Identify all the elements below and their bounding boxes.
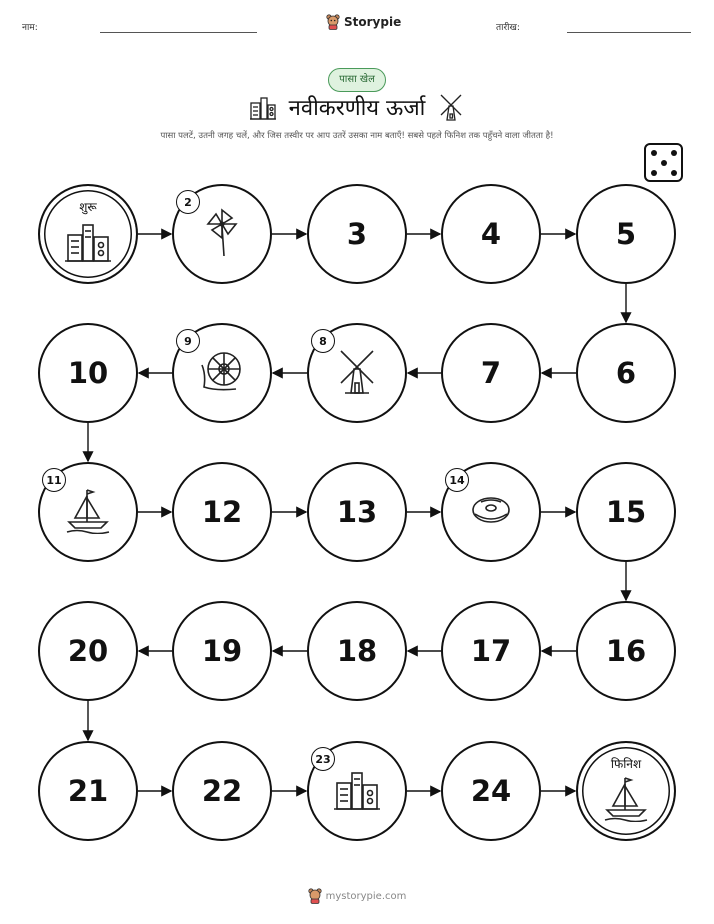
donut-icon <box>469 492 513 532</box>
date-line[interactable] <box>567 32 691 33</box>
name-line[interactable] <box>100 32 257 33</box>
board-space-12 <box>172 462 272 562</box>
windmill-icon <box>333 345 381 401</box>
name-label: नाम: <box>22 23 38 33</box>
board-space-6 <box>576 323 676 423</box>
space-number: 3 <box>346 217 368 251</box>
footer <box>0 888 714 904</box>
board-space-8 <box>307 323 407 423</box>
space-number: 23 <box>311 747 335 771</box>
game-type-badge: पासा खेल <box>328 68 386 92</box>
space-number: 16 <box>605 634 647 668</box>
sailboat-icon <box>65 486 111 538</box>
board-space-15 <box>576 462 676 562</box>
page-title: नवीकरणीय ऊर्जा <box>288 96 426 121</box>
space-number: 9 <box>176 329 200 353</box>
space-number: 18 <box>336 634 378 668</box>
space-number: 13 <box>336 495 378 529</box>
space-number: 2 <box>176 190 200 214</box>
board-space-13 <box>307 462 407 562</box>
board-space-14 <box>441 462 541 562</box>
space-number: 8 <box>311 329 335 353</box>
board-space-22 <box>172 741 272 841</box>
space-number: 15 <box>605 495 647 529</box>
board-space-17 <box>441 601 541 701</box>
title-row <box>0 92 714 122</box>
board-space-2 <box>172 184 272 284</box>
factory-icon <box>333 765 381 817</box>
brand-logo <box>326 14 401 30</box>
footer-url[interactable]: mystorypie.com <box>325 890 407 902</box>
space-number: 6 <box>615 356 637 390</box>
bear-mascot-icon <box>308 888 322 904</box>
water-wheel-icon <box>196 345 248 401</box>
board-space-19 <box>172 601 272 701</box>
finish-label: फिनिश <box>610 757 642 771</box>
space-number: 19 <box>201 634 243 668</box>
board-space-24 <box>441 741 541 841</box>
board-space-3 <box>307 184 407 284</box>
windmill-icon <box>437 92 465 122</box>
board-space-5 <box>576 184 676 284</box>
finish-space <box>576 741 676 841</box>
space-number: 10 <box>67 356 109 390</box>
board-space-11 <box>38 462 138 562</box>
space-number: 21 <box>67 774 109 808</box>
space-number: 4 <box>480 217 502 251</box>
board-space-23 <box>307 741 407 841</box>
space-number: 17 <box>470 634 512 668</box>
instructions: पासा पलटें, उतनी जगह चलें, और जिस तस्वीर पर आप उतरें उसका नाम बताएँ! सबसे पहले फिनिश तक पहुँचने वाला जीतता है! <box>160 131 554 141</box>
bear-mascot-icon <box>326 14 340 30</box>
space-number: 11 <box>42 468 66 492</box>
board-space-16 <box>576 601 676 701</box>
board-space-10 <box>38 323 138 423</box>
start-space <box>38 184 138 284</box>
board-space-21 <box>38 741 138 841</box>
space-number: 24 <box>470 774 512 808</box>
space-number: 22 <box>201 774 243 808</box>
board-space-20 <box>38 601 138 701</box>
date-label: तारीख: <box>496 23 520 33</box>
space-number: 12 <box>201 495 243 529</box>
factory-icon <box>249 93 277 121</box>
start-label: शुरू <box>79 200 97 214</box>
space-number: 14 <box>445 468 469 492</box>
dice-icon[interactable] <box>644 143 683 182</box>
board-space-9 <box>172 323 272 423</box>
sailboat-icon <box>603 774 649 826</box>
board-space-7 <box>441 323 541 423</box>
space-number: 20 <box>67 634 109 668</box>
space-number: 5 <box>615 217 637 251</box>
board-space-18 <box>307 601 407 701</box>
factory-icon <box>64 217 112 269</box>
pinwheel-icon <box>202 206 242 262</box>
brand-name: Storypie <box>344 15 402 29</box>
board-space-4 <box>441 184 541 284</box>
space-number: 7 <box>480 356 502 390</box>
